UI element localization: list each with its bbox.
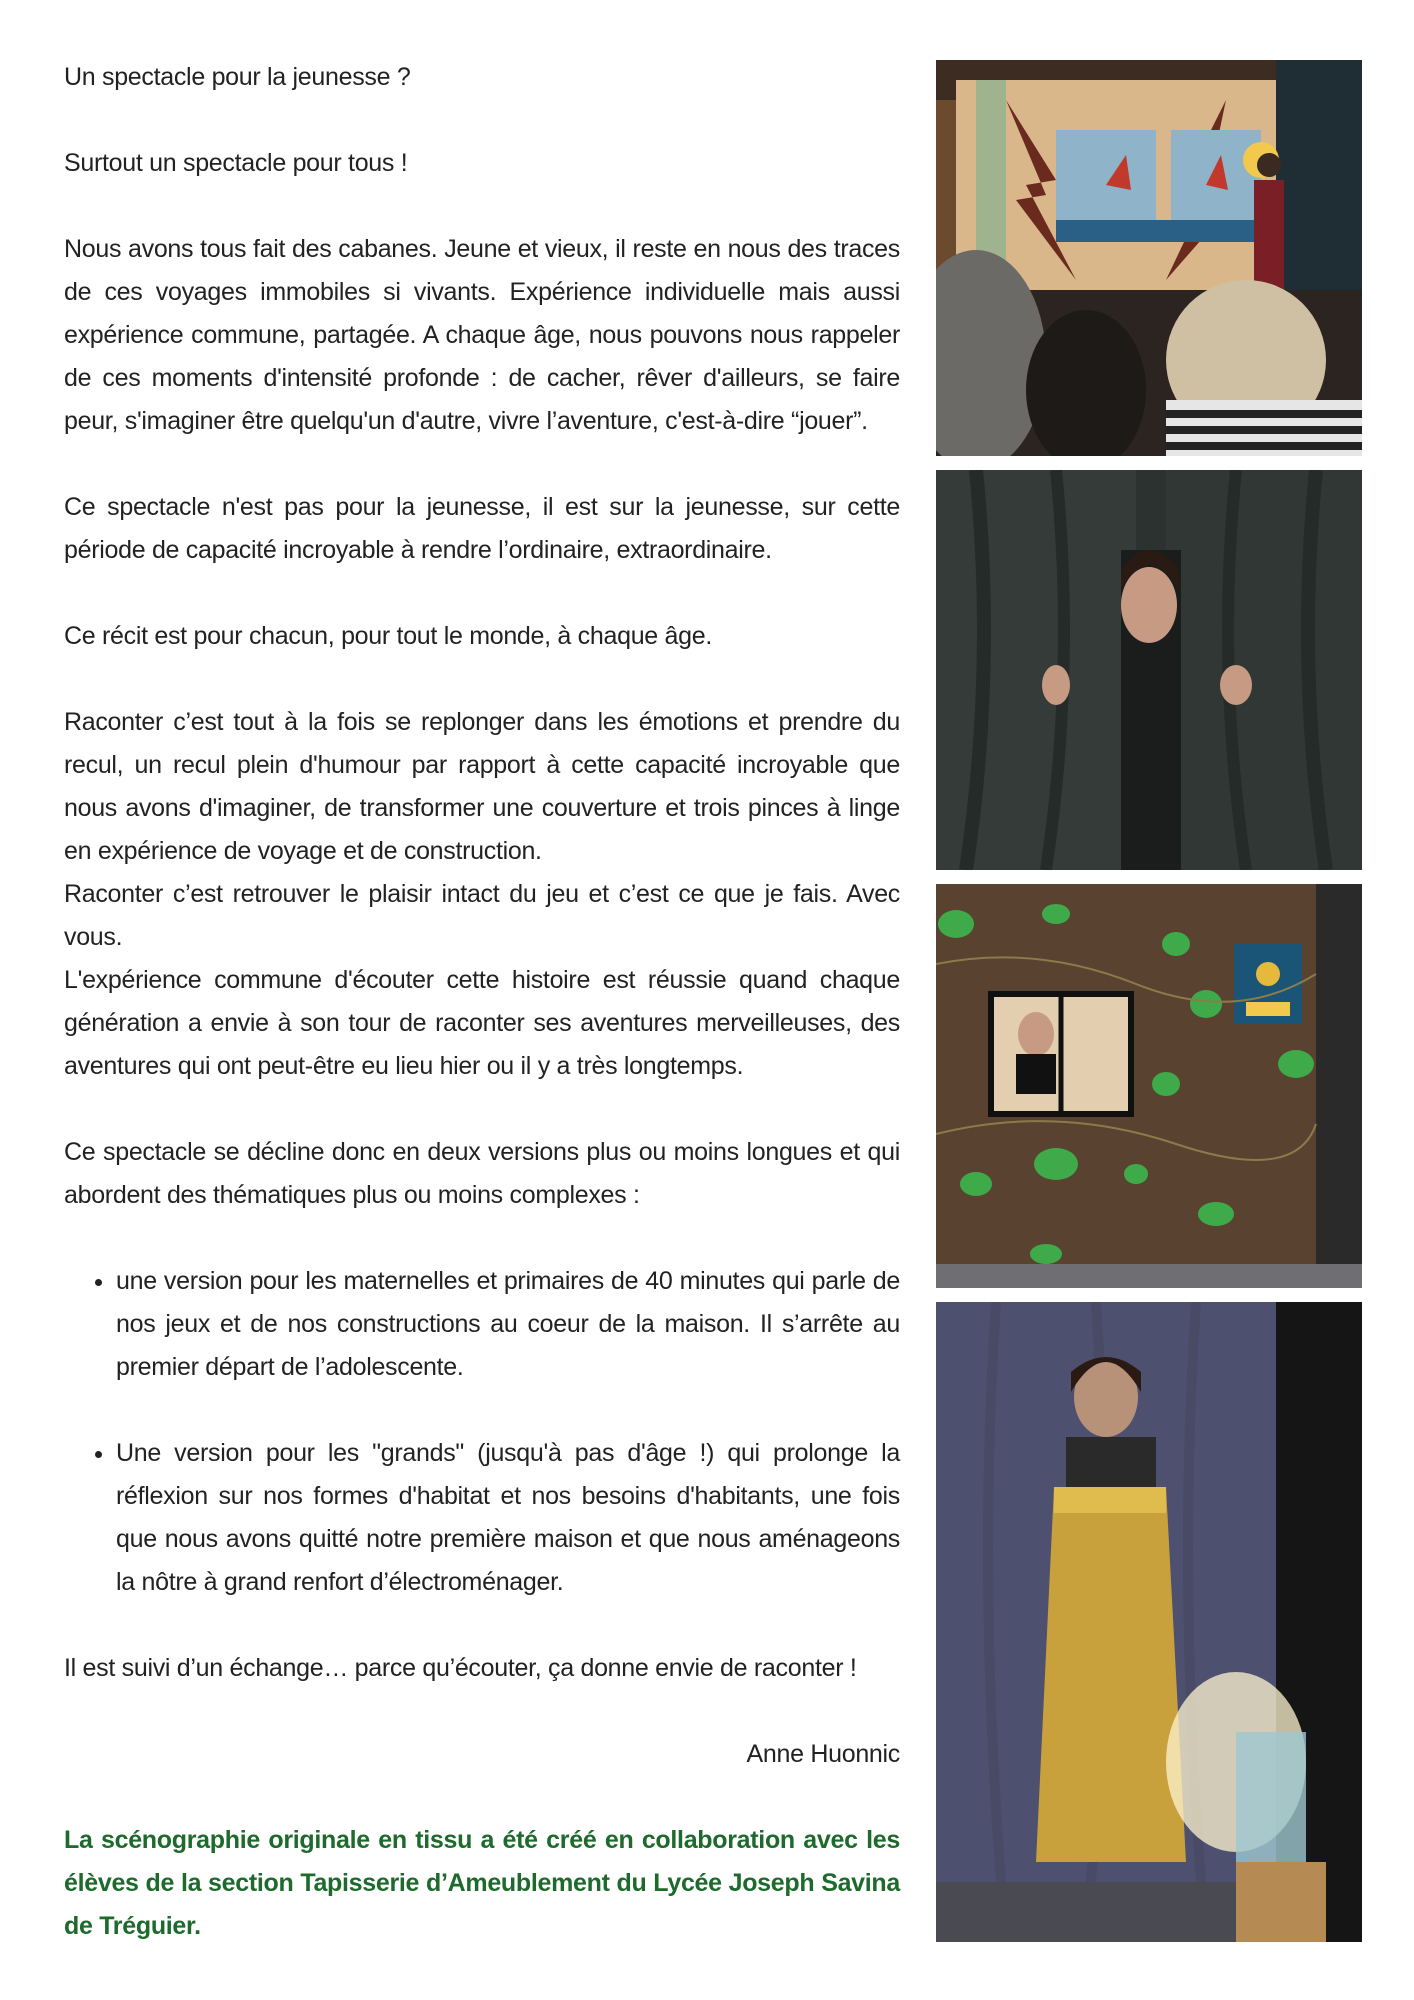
paragraph-versions: Ce spectacle se décline donc en deux versions plus ou moins longues et qui abordent des thématiques plus ou moins complexes : [64, 1138, 900, 1209]
paragraph-raconter-recul: Raconter c’est tout à la fois se replonger dans les émotions et prendre du recul, un recul plein d'humour par rapport à cette capacité incroyable que nous avons d'imaginer, de transformer une couverture et trois pinces à linge en expérience de voyage et de construction. [64, 708, 900, 865]
paragraph-intro-question: Un spectacle pour la jeunesse ? [64, 63, 411, 91]
photo-towel-veil [936, 1302, 1362, 1942]
versions-list [64, 1260, 900, 1604]
scenography-credit: La scénographie originale en tissu a été créé en collaboration avec les élèves de la section Tapisserie d’Ameublement du Lycée Joseph Savina de Tréguier. [64, 1826, 900, 1940]
photo-house-window [936, 884, 1362, 1288]
author-signature: Anne Huonnic [746, 1740, 900, 1768]
paragraph-echange: Il est suivi d’un échange… parce qu’écouter, ça donne envie de raconter ! [64, 1654, 857, 1682]
paragraph-raconter-plaisir: Raconter c’est retrouver le plaisir intact du jeu et c’est ce que je fais. Avec vous. [64, 880, 900, 951]
paragraph-intro-answer: Surtout un spectacle pour tous ! [64, 149, 408, 177]
paragraph-jeunesse: Ce spectacle n'est pas pour la jeunesse, il est sur la jeunesse, sur cette période de capacité incroyable à rendre l’ordinaire, extraordinaire. [64, 493, 900, 564]
list-item: • une version pour les maternelles et primaires de 40 minutes qui parle de nos jeux et de nos constructions au coeur de la maison. Il s’arrête au premier départ de l’adolescente. [116, 1260, 900, 1389]
paragraph-cabanes: Nous avons tous fait des cabanes. Jeune et vieux, il reste en nous des traces de ces voyages immobiles si vivants. Expérience individuelle mais aussi expérience commune, partagée. A chaque âge, nous pouvons nous rappeler de ces moments d'intensité profonde : de cacher, rêver d'ailleurs, se faire peur, s'imaginer être quelqu'un d'autre, vivre l’aventure, c'est-à-dire “jouer”. [64, 235, 900, 435]
photo-stage-audience [936, 60, 1362, 456]
article-text [64, 56, 900, 1948]
paragraph-recit: Ce récit est pour chacun, pour tout le monde, à chaque âge. [64, 622, 712, 650]
paragraph-experience-commune: L'expérience commune d'écouter cette histoire est réussie quand chaque génération a envie à son tour de raconter ses aventures merveilleuses, des aventures qui ont peut-être eu lieu hier ou il y a très longtemps. [64, 966, 900, 1080]
photo-curtain-face [936, 470, 1362, 870]
list-item: • Une version pour les "grands" (jusqu'à pas d'âge !) qui prolonge la réflexion sur nos formes d'habitat et nos besoins d'habitants, une fois que nous avons quitté notre première maison et que nous aménageons la nôtre à grand renfort d’électroménager. [116, 1432, 900, 1604]
